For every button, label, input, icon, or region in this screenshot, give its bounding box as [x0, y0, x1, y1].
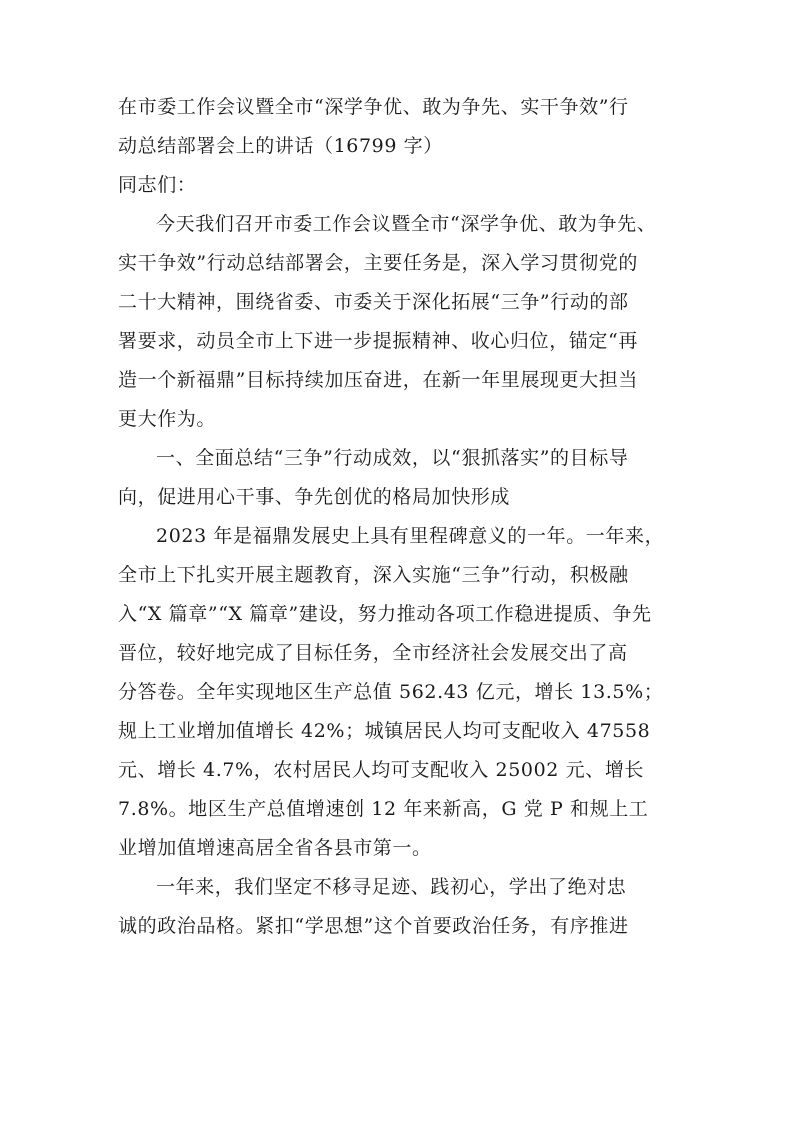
paragraph-line: 入“X 篇章”“X 篇章”建设，努力推动各项工作稳进提质、争先	[118, 603, 652, 625]
paragraph-line: 业增加值增速高居全省各县市第一。	[118, 837, 432, 859]
paragraph-line: 署要求，动员全市上下进一步提振精神、收心归位，锚定“再	[118, 330, 638, 352]
paragraph-line: 实干争效”行动总结部署会，主要任务是，深入学习贯彻党的	[118, 252, 638, 274]
document-title-line-2: 动总结部署会上的讲话（16799 字）	[118, 135, 443, 157]
paragraph-line: 分答卷。全年实现地区生产总值 562.43 亿元，增长 13.5%；	[118, 681, 664, 703]
paragraph-line: 晋位，较好地完成了目标任务，全市经济社会发展交出了高	[118, 642, 628, 664]
paragraph-line: 规上工业增加值增长 42%；城镇居民人均可支配收入 47558	[118, 720, 651, 742]
paragraph-line: 今天我们召开市委工作会议暨全市“深学争优、敢为争先、	[156, 213, 657, 235]
paragraph-opening	[118, 205, 688, 439]
paragraph-line: 诚的政治品格。紧扣“学思想”这个首要政治任务，有序推进	[118, 915, 629, 937]
section-heading-1	[118, 439, 688, 517]
heading-line: 一、全面总结“三争”行动成效，以“狠抓落实”的目标导	[156, 447, 629, 469]
document-page	[118, 88, 688, 946]
paragraph-line: 更大作为。	[118, 408, 217, 430]
heading-line: 向，促进用心干事、争先创优的格局加快形成	[118, 486, 511, 508]
paragraph-line: 元、增长 4.7%，农村居民人均可支配收入 25002 元、增长	[118, 759, 645, 781]
paragraph-line: 二十大精神，围绕省委、市委关于深化拓展“三争”行动的部	[118, 291, 629, 313]
paragraph-line: 2023 年是福鼎发展史上具有里程碑意义的一年。一年来，	[156, 525, 665, 547]
document-title-line-1: 在市委工作会议暨全市“深学争优、敢为争先、实干争效”行	[118, 96, 629, 118]
paragraph-line: 全市上下扎实开展主题教育，深入实施“三争”行动，积极融	[118, 564, 629, 586]
salutation: 同志们：	[118, 174, 197, 196]
paragraph-2023-summary	[118, 517, 688, 868]
paragraph-line: 一年来，我们坚定不移寻足迹、践初心，学出了绝对忠	[156, 876, 627, 898]
paragraph-line: 7.8%。地区生产总值增速创 12 年来新高，G 党 P 和规上工	[118, 798, 649, 820]
paragraph-year-review	[118, 868, 688, 946]
paragraph-line: 造一个新福鼎”目标持续加压奋进，在新一年里展现更大担当	[118, 369, 638, 391]
